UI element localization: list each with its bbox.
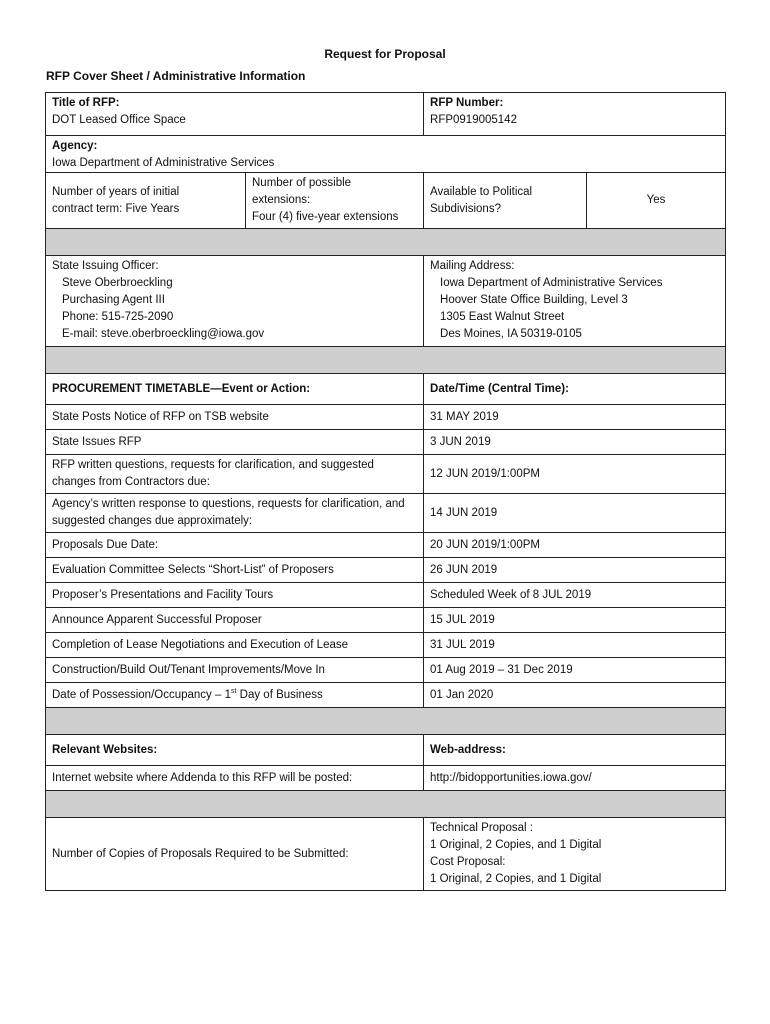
timetable-header-row [46,374,726,405]
last-event-sup: st [231,687,237,695]
political-value: Yes [587,173,726,229]
agency-row [46,136,726,173]
rfp-cover-table [45,92,726,891]
timetable-date: 01 Aug 2019 – 31 Dec 2019 [424,658,726,683]
timetable-date: 31 MAY 2019 [424,405,726,430]
table-row [46,658,726,683]
rfp-number-label: RFP Number: [430,97,504,109]
timetable-date: 31 JUL 2019 [424,633,726,658]
separator-row [46,708,726,735]
cost-proposal-value: 1 Original, 2 Copies, and 1 Digital [430,873,602,885]
websites-header-row [46,735,726,766]
copies-row [46,818,726,891]
last-event-suffix: Day of Business [236,688,323,701]
separator-row [46,791,726,818]
officer-phone: Phone: 515-725-2090 [62,311,174,323]
timetable-date: 14 JUN 2019 [424,494,726,533]
table-row [46,558,726,583]
table-row [46,533,726,558]
political-line-2: Subdivisions? [430,202,501,215]
addenda-link[interactable]: http://bidopportunities.iowa.gov/ [424,766,726,791]
timetable-date: 15 JUL 2019 [424,608,726,633]
separator-row [46,229,726,256]
officer-title: Purchasing Agent III [62,294,165,306]
websites-header-address: Web-address: [430,743,506,756]
mailing-line-4: Des Moines, IA 50319-0105 [440,328,582,340]
timetable-event: RFP written questions, requests for clarification, and suggested changes from Contractors due: [46,455,424,494]
timetable-date: 26 JUN 2019 [424,558,726,583]
timetable-event: Proposer’s Presentations and Facility Tours [46,583,424,608]
timetable-event-last [46,683,424,708]
timetable-date: Scheduled Week of 8 JUL 2019 [424,583,726,608]
table-row [46,494,726,533]
copies-label: Number of Copies of Proposals Required to be Submitted: [46,818,424,891]
mailing-line-1: Iowa Department of Administrative Services [440,277,663,289]
timetable-event: Construction/Build Out/Tenant Improvements/Move In [46,658,424,683]
timetable-event: State Issues RFP [46,430,424,455]
table-row [46,405,726,430]
agency-label: Agency: [52,140,98,152]
rfp-number-value: RFP0919005142 [430,114,517,126]
separator-row [46,347,726,374]
document-heading: Request for Proposal [324,47,446,61]
rfp-title-label: Title of RFP: [52,97,120,109]
rfp-title-value: DOT Leased Office Space [52,114,186,126]
mailing-label: Mailing Address: [430,260,515,272]
contact-row [46,256,726,347]
timetable-header-event: PROCUREMENT TIMETABLE—Event or Action: [52,382,311,395]
timetable-event: Evaluation Committee Selects “Short-List” of Proposers [46,558,424,583]
table-row [46,683,726,708]
timetable-date: 01 Jan 2020 [424,683,726,708]
timetable-event: Announce Apparent Successful Proposer [46,608,424,633]
extensions-line-2: extensions: [252,194,311,206]
officer-name: Steve Oberbroeckling [62,277,173,289]
timetable-event: Agency’s written response to questions, requests for clarification, and suggested changes due approximately: [46,494,424,533]
timetable-date: 3 JUN 2019 [424,430,726,455]
table-row [46,455,726,494]
table-row [46,430,726,455]
timetable-event: State Posts Notice of RFP on TSB website [46,405,424,430]
extensions-line-1: Number of possible [252,177,352,189]
websites-header-label: Relevant Websites: [52,743,158,756]
table-row [46,608,726,633]
cost-proposal-label: Cost Proposal: [430,856,506,868]
officer-label: State Issuing Officer: [52,260,159,272]
timetable-date: 12 JUN 2019/1:00PM [424,455,726,494]
document-subheading: RFP Cover Sheet / Administrative Information [46,69,306,83]
last-event-prefix: Date of Possession/Occupancy – 1 [52,688,231,701]
agency-value: Iowa Department of Administrative Services [52,157,275,169]
political-line-1: Available to Political [430,185,533,198]
mailing-line-3: 1305 East Walnut Street [440,311,565,323]
table-row [46,583,726,608]
term-line-1: Number of years of initial [52,185,180,198]
timetable-event: Proposals Due Date: [46,533,424,558]
technical-proposal-label: Technical Proposal : [430,822,533,834]
timetable-event: Completion of Lease Negotiations and Execution of Lease [46,633,424,658]
timetable-header-date: Date/Time (Central Time): [430,382,569,395]
websites-row-label: Internet website where Addenda to this RFP will be posted: [46,766,424,791]
extensions-line-3: Four (4) five-year extensions [252,211,399,223]
term-row [46,173,726,229]
technical-proposal-value: 1 Original, 2 Copies, and 1 Digital [430,839,602,851]
timetable-date: 20 JUN 2019/1:00PM [424,533,726,558]
title-row [46,93,726,136]
term-line-2: contract term: Five Years [52,202,180,215]
mailing-line-2: Hoover State Office Building, Level 3 [440,294,628,306]
websites-row [46,766,726,791]
table-row [46,633,726,658]
officer-email: E-mail: steve.oberbroeckling@iowa.gov [62,328,265,340]
